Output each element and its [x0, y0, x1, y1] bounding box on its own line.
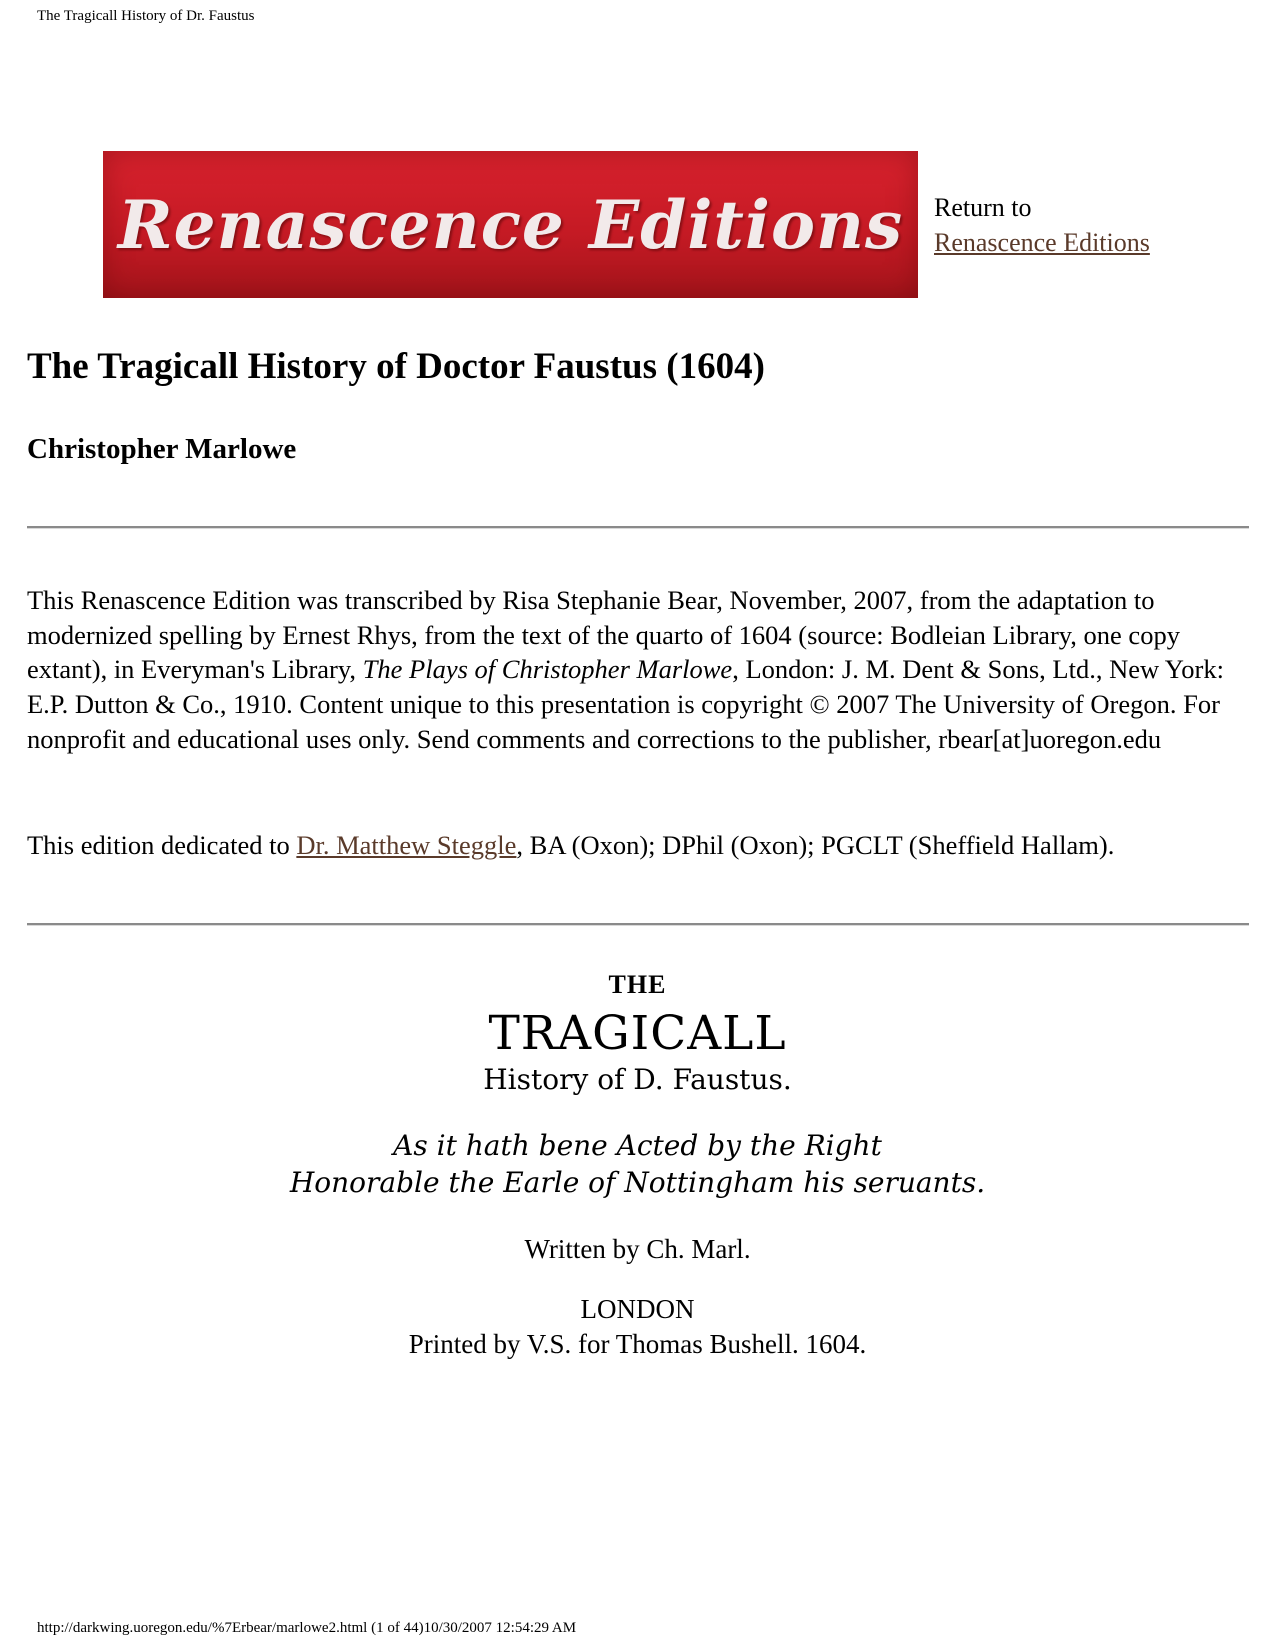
dedication-link[interactable]: Dr. Matthew Steggle: [296, 830, 517, 860]
divider: [27, 923, 1249, 926]
banner-row: [103, 151, 1150, 298]
acted-line-2: Honorable the Earle of Nottingham his seruants.: [289, 1166, 986, 1199]
return-link[interactable]: Renascence Editions: [934, 227, 1150, 257]
print-header-title: The Tragicall History of Dr. Faustus: [37, 8, 255, 24]
dedication-prefix: This edition dedicated to: [27, 830, 297, 860]
dedication-suffix: , BA (Oxon); DPhil (Oxon); PGCLT (Sheffield Hallam).: [516, 830, 1115, 860]
intro-text-2: , London: J. M. Dent & Sons, Ltd., New York: E.P. Dutton & Co., 1910. Content unique to this presentation is copyright © 2007 The University of Oregon. For nonprofit and educational uses only. Send comments and corrections to the publisher, rbear[at]uoregon.edu: [27, 654, 1224, 754]
renascence-editions-banner: [103, 151, 918, 298]
return-prefix: Return to: [934, 192, 1032, 222]
print-footer-url: http://darkwing.uoregon.edu/%7Erbear/marlowe2.html (1 of 44)10/30/2007 12:54:29 AM: [37, 1620, 577, 1636]
title-page-written: Written by Ch. Marl.: [524, 1234, 751, 1264]
title-page-printed: Printed by V.S. for Thomas Bushell. 1604.: [408, 1329, 867, 1359]
title-page-tragicall: TRAGICALL: [488, 1006, 787, 1061]
intro-italic-title: The Plays of Christopher Marlowe: [362, 654, 733, 685]
title-page-london: LONDON: [580, 1294, 695, 1324]
page-title: The Tragicall History of Doctor Faustus (1604): [27, 346, 765, 387]
intro-paragraph: [27, 583, 1252, 757]
intro-text-1: This Renascence Edition was transcribed by Risa Stephanie Bear, November, 2007, from the adaptation to modernized spelling by Ernest Rhys, from the text of the quarto of 1604 (source: Bodleian Library, one copy extant), in Everyman's Library,: [27, 585, 1180, 685]
dedication-paragraph: [27, 828, 1252, 862]
author-name: Christopher Marlowe: [27, 433, 297, 465]
return-box: [934, 190, 1150, 260]
acted-line-1: As it hath bene Acted by the Right: [393, 1129, 882, 1162]
title-page-history: History of D. Faustus.: [483, 1063, 792, 1096]
title-page-acted: [0, 1127, 1275, 1201]
divider: [27, 526, 1249, 529]
banner-logo-text: Renascence Editions: [117, 185, 904, 264]
title-page-the: THE: [608, 970, 667, 999]
